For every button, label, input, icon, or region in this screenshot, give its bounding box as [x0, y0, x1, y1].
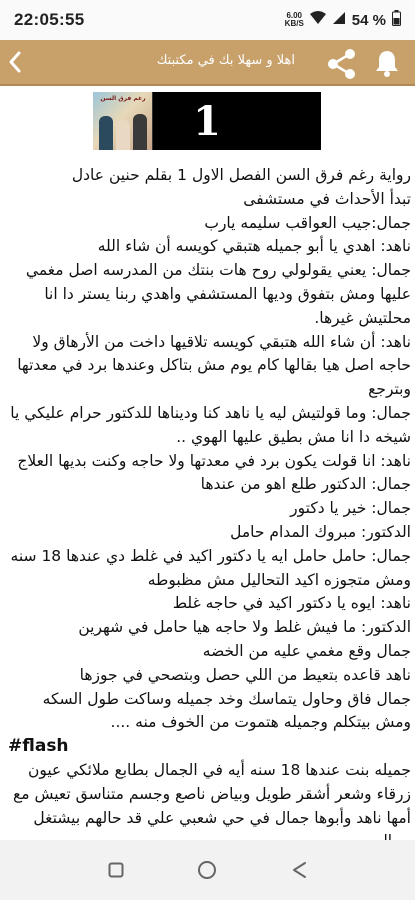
paragraph: الدكتور: مبروك المدام حامل — [230, 522, 411, 541]
chapter-number: 1 — [193, 97, 221, 145]
cover-title: رغم فرق السن — [100, 95, 146, 102]
paragraph: ناهد: أن شاء الله هتبقي كويسه تلاقيها داخت من الأرهاق ولا حاجه اصل هيا بقالها كام يوم مش بتاكل وعندها برد في معدتها وبترجع — [17, 332, 411, 399]
paragraph: جمال: يعني يقولولي روح هات بنتك من المدرسه اصل مغمي عليها ومش بتفوق وديها المستشفي واهدي ربنا يستر دا انا محلتيش غيرها. — [25, 261, 411, 327]
paragraph: جمال فاق وحاول يتماسك وخد جميله وساكت طول السكه ومش بيتكلم وجميله هتموت من الخوف منه .... — [42, 689, 411, 732]
hashtag: #flash — [8, 736, 69, 757]
paragraph: جميله بنت عندها 18 سنه أيه في الجمال بطابع ملائكي عيون زرقاء وشعر أشقر طويل وبياض ناصع وجسم متناسق تعيش مع أمها ناهد وأبوها جمال في حي شعبي علي قد حالهم بيشتغل — [13, 760, 411, 827]
paragraph: جمال: وما قولتيش ليه يا ناهد كنا وديناها للدكتور حرام عليكي يا شيخه دا انا مش بطيق عليها الهوي .. — [10, 403, 411, 446]
battery-icon — [392, 10, 401, 31]
paragraph: ناهد: انا قولت يكون برد في معدتها ولا حاجه وكنت بديها العلاج — [17, 451, 411, 470]
paragraph: جمال:جيب العواقب سليمه يارب — [204, 213, 411, 232]
network-speed-value: 6.00 — [286, 11, 303, 20]
network-speed-unit: KB/S — [284, 19, 304, 28]
app-bar-title: اهلا و سهلا بك في مكتبتك — [156, 53, 295, 68]
status-time: 22:05:55 — [14, 10, 85, 29]
paragraph: جمال: الدكتور طلع اهو من عندها — [200, 475, 411, 494]
wifi-icon — [310, 11, 326, 30]
network-speed — [285, 12, 304, 28]
system-nav-bar — [0, 840, 415, 900]
paragraph: ناهد قاعده بتعيط من اللي حصل وبتصحي في جوزها — [79, 665, 411, 684]
back-button[interactable] — [279, 850, 319, 890]
bell-icon[interactable] — [372, 48, 402, 78]
paragraph: تبدأ الأحداث في مستشفى — [243, 189, 411, 208]
battery-percent: 54 % — [351, 11, 386, 29]
paragraph: الدكتور: ما فيش غلط ولا حاجه هيا حامل في شهرين — [78, 618, 411, 637]
chevron-left-icon[interactable] — [8, 51, 22, 77]
paragraph: جمال وقع مغمي عليه من الخضه — [202, 641, 411, 660]
paragraph: جمال: حامل حامل ايه يا دكتور اكيد في غلط دي عندها 18 سنه ومش متجوزه اكيد التحاليل مش مظبوطه — [10, 546, 411, 589]
share-icon[interactable] — [326, 48, 358, 80]
recents-button[interactable] — [96, 850, 136, 890]
signal-icon — [332, 11, 346, 30]
home-button[interactable] — [187, 850, 227, 890]
paragraph: جمال: خير يا دكتور — [290, 499, 411, 518]
status-bar — [0, 0, 415, 40]
app-bar — [0, 40, 415, 86]
book-cover-image — [93, 92, 153, 150]
chapter-content[interactable] — [0, 88, 415, 840]
paragraph: ناهد: ايوه يا دكتور اكيد في حاجه غلط — [172, 594, 411, 613]
paragraph: رواية رغم فرق السن الفصل الاول 1 بقلم حنين عادل — [71, 166, 411, 184]
chapter-text — [8, 164, 411, 854]
paragraph: ناهد: اهدي يا أبو جميله هتبقي كويسه أن شاء الله — [97, 237, 411, 256]
status-indicators — [285, 10, 401, 31]
